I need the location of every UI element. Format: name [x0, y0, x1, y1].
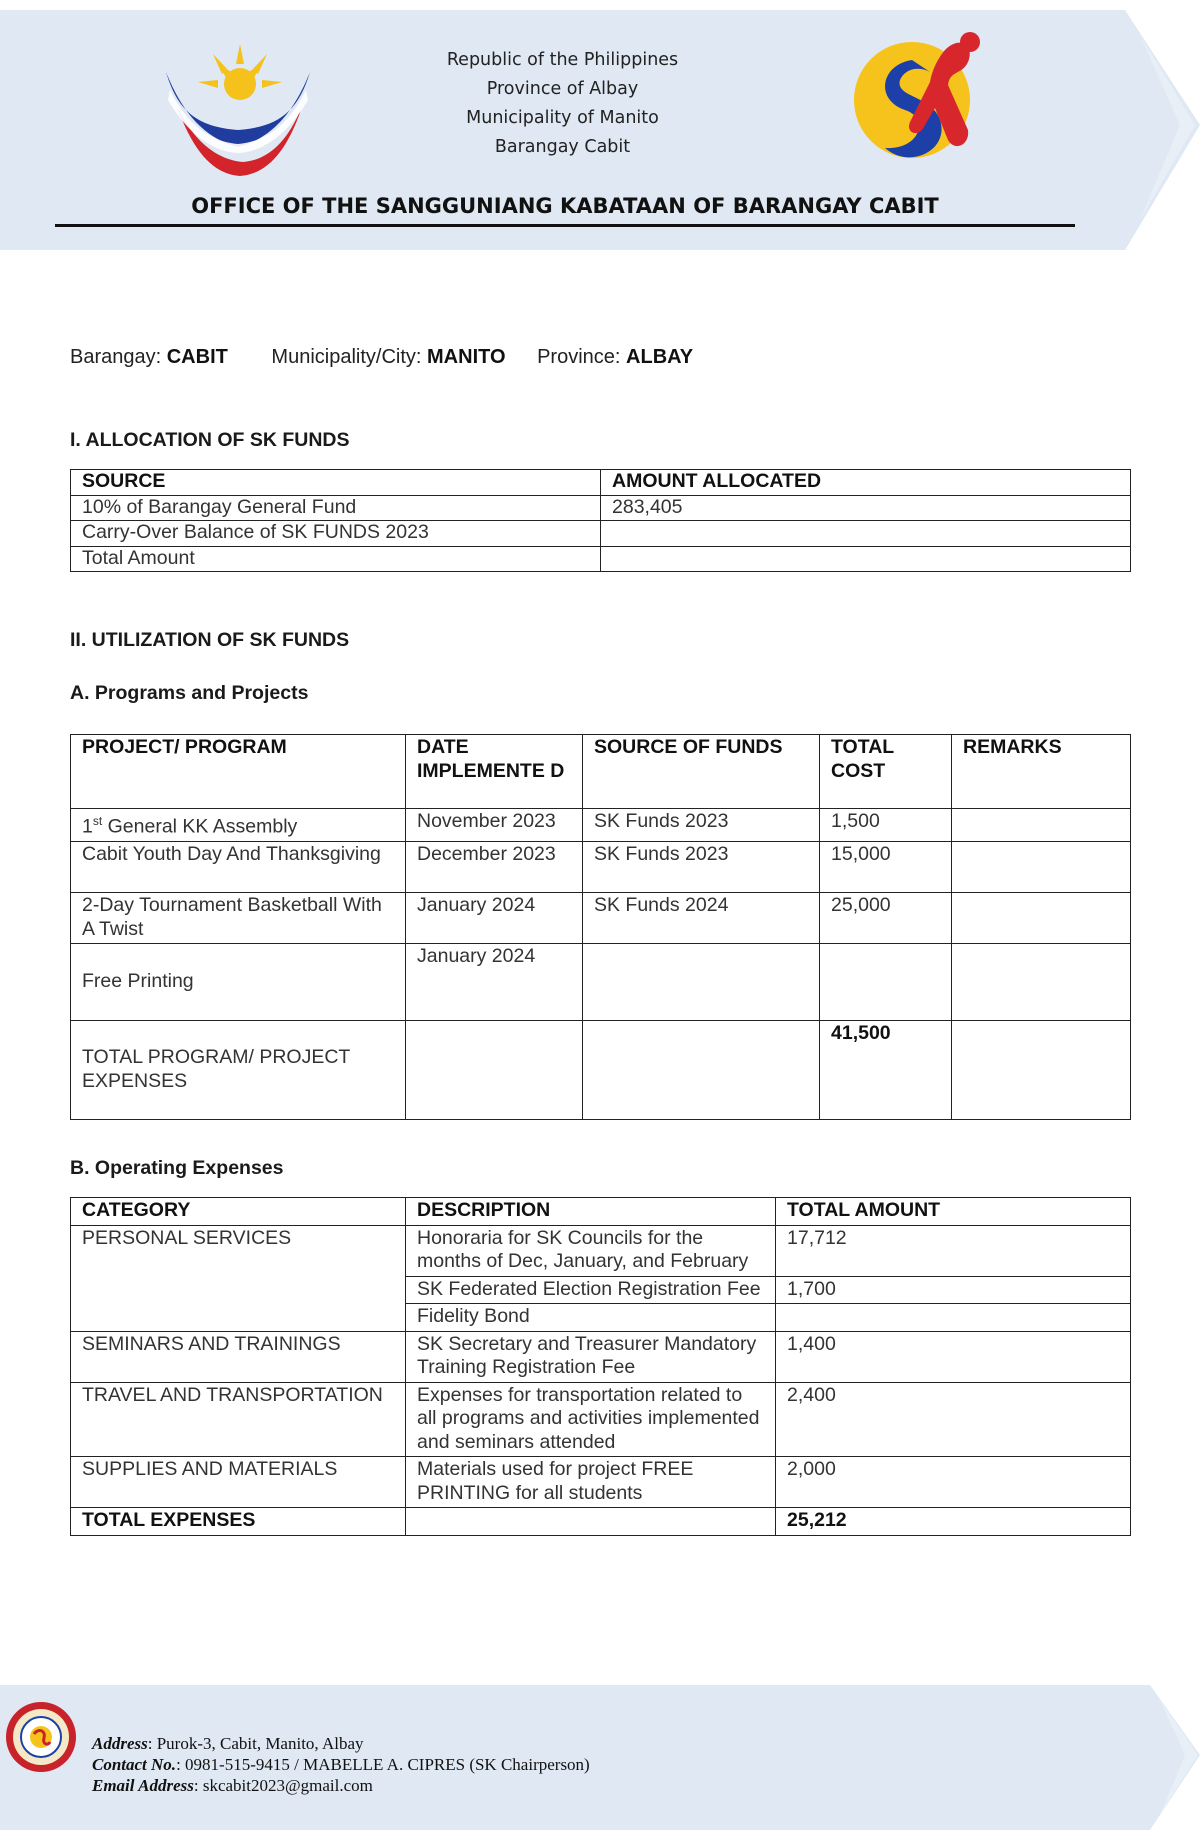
email-label: Email Address: [92, 1776, 194, 1795]
table-row: [71, 893, 1131, 944]
table-header-row: [71, 470, 1131, 496]
col-total-amount: TOTAL AMOUNT: [776, 1198, 1131, 1226]
category-cell: TRAVEL AND TRANSPORTATION: [71, 1382, 406, 1457]
cost-cell: 25,000: [820, 893, 952, 944]
amount-cell: 2,000: [776, 1457, 1131, 1508]
header-lines: [360, 46, 765, 162]
amount-cell: [776, 1304, 1131, 1332]
barangay-label: Barangay:: [70, 346, 162, 368]
total-label-cell: TOTAL PROGRAM/ PROJECT EXPENSES: [71, 1021, 406, 1120]
table-row: [71, 495, 1131, 521]
cost-cell: 1,500: [820, 809, 952, 842]
col-project: PROJECT/ PROGRAM: [71, 735, 406, 809]
description-cell: Fidelity Bond: [406, 1304, 776, 1332]
ordinal-suffix: st: [92, 814, 103, 828]
bagong-pilipinas-logo: [158, 42, 318, 177]
description-cell: Honoraria for SK Councils for the months of Dec, January, and February: [406, 1225, 776, 1276]
total-cost-cell: 41,500: [820, 1021, 952, 1120]
col-source-of-funds: SOURCE OF FUNDS: [583, 735, 820, 809]
table-row: [71, 842, 1131, 893]
operating-table: [70, 1197, 1131, 1536]
header-province: Province of Albay: [486, 79, 639, 99]
table-row: [71, 809, 1131, 842]
amount-cell: [601, 521, 1131, 547]
source-cell: 10% of Barangay General Fund: [71, 495, 601, 521]
empty-cell: [583, 1021, 820, 1120]
header-municipality: Municipality of Manito: [466, 108, 659, 128]
total-row: [71, 1508, 1131, 1536]
address-value: : Purok-3, Cabit, Manito, Albay: [147, 1734, 364, 1753]
programs-title: A. Programs and Projects: [70, 682, 309, 704]
total-amount-cell: 25,212: [776, 1508, 1131, 1536]
province-value: ALBAY: [626, 346, 694, 368]
empty-cell: [406, 1508, 776, 1536]
amount-cell: 283,405: [601, 495, 1131, 521]
project-cell: 2-Day Tournament Basketball With A Twist: [71, 893, 406, 944]
description-cell: SK Secretary and Treasurer Mandatory Training Registration Fee: [406, 1331, 776, 1382]
amount-cell: 1,700: [776, 1276, 1131, 1304]
project-cell: [71, 809, 406, 842]
col-amount-allocated: AMOUNT ALLOCATED: [601, 470, 1131, 496]
table-row: [71, 1457, 1131, 1508]
province-label: Province:: [537, 346, 621, 368]
date-cell: November 2023: [406, 809, 583, 842]
barangay-value: CABIT: [166, 346, 228, 368]
description-cell: SK Federated Election Registration Fee: [406, 1276, 776, 1304]
date-cell: January 2024: [406, 944, 583, 1021]
col-category: CATEGORY: [71, 1198, 406, 1226]
cost-cell: [820, 944, 952, 1021]
project-number: 1: [82, 815, 93, 838]
description-cell: Materials used for project FREE PRINTING for all students: [406, 1457, 776, 1508]
municipality-value: MANITO: [427, 346, 506, 368]
table-row: [71, 546, 1131, 572]
table-row: [71, 1382, 1131, 1457]
remarks-cell: [952, 944, 1131, 1021]
date-cell: January 2024: [406, 893, 583, 944]
empty-cell: [952, 1021, 1131, 1120]
cost-cell: 15,000: [820, 842, 952, 893]
footer-contact-line: [92, 1754, 590, 1775]
source-cell: SK Funds 2023: [583, 809, 820, 842]
table-row: [71, 944, 1131, 1021]
office-title: OFFICE OF THE SANGGUNIANG KABATAAN OF BARANGAY CABIT: [191, 194, 939, 218]
table-row: [71, 1225, 1131, 1276]
table-row: [71, 1331, 1131, 1382]
date-cell: December 2023: [406, 842, 583, 893]
remarks-cell: [952, 809, 1131, 842]
barangay-seal-icon: [4, 1700, 78, 1774]
project-cell: Cabit Youth Day And Thanksgiving: [71, 842, 406, 893]
source-cell: SK Funds 2024: [583, 893, 820, 944]
source-cell: SK Funds 2023: [583, 842, 820, 893]
category-cell: SEMINARS AND TRAININGS: [71, 1331, 406, 1382]
address-label: Address: [92, 1734, 148, 1753]
description-cell: Expenses for transportation related to all programs and activities implemented and seminars attended: [406, 1382, 776, 1457]
total-label-cell: TOTAL EXPENSES: [71, 1508, 406, 1536]
utilization-title: II. UTILIZATION OF SK FUNDS: [70, 629, 350, 651]
remarks-cell: [952, 893, 1131, 944]
source-cell: Carry-Over Balance of SK FUNDS 2023: [71, 521, 601, 547]
col-source: SOURCE: [71, 470, 601, 496]
contact-value: : 0981-515-9415 / MABELLE A. CIPRES (SK Chairperson): [176, 1755, 590, 1774]
table-header-row: [71, 735, 1131, 809]
header-republic: Republic of the Philippines: [446, 50, 679, 70]
col-total-cost: TOTAL COST: [820, 735, 952, 809]
table-row: [71, 521, 1131, 547]
remarks-cell: [952, 842, 1131, 893]
col-remarks: REMARKS: [952, 735, 1131, 809]
municipality-label: Municipality/City:: [271, 346, 422, 368]
email-value: : skcabit2023@gmail.com: [193, 1776, 373, 1795]
total-row: [71, 1021, 1131, 1120]
source-cell: Total Amount: [71, 546, 601, 572]
amount-cell: [601, 546, 1131, 572]
project-cell: Free Printing: [71, 944, 406, 1021]
source-cell: [583, 944, 820, 1021]
category-cell: PERSONAL SERVICES: [71, 1225, 406, 1331]
allocation-table: [70, 469, 1131, 572]
amount-cell: 2,400: [776, 1382, 1131, 1457]
footer-address: [92, 1733, 590, 1754]
header-barangay: Barangay Cabit: [494, 137, 631, 157]
col-description: DESCRIPTION: [406, 1198, 776, 1226]
col-date: DATE IMPLEMENTE D: [406, 735, 583, 809]
header-divider: [55, 224, 1075, 227]
empty-cell: [406, 1021, 583, 1120]
contact-label: Contact No.: [92, 1755, 177, 1774]
programs-table: [70, 734, 1131, 1120]
table-header-row: [71, 1198, 1131, 1226]
operating-title: B. Operating Expenses: [70, 1157, 284, 1179]
sk-logo: [850, 30, 990, 180]
footer-email: [92, 1775, 590, 1796]
amount-cell: 1,400: [776, 1331, 1131, 1382]
category-cell: SUPPLIES AND MATERIALS: [71, 1457, 406, 1508]
amount-cell: 17,712: [776, 1225, 1131, 1276]
footer-contact: [92, 1733, 590, 1796]
location-line: [70, 346, 693, 369]
allocation-title: I. ALLOCATION OF SK FUNDS: [70, 429, 350, 451]
project-name: General KK Assembly: [102, 815, 298, 838]
